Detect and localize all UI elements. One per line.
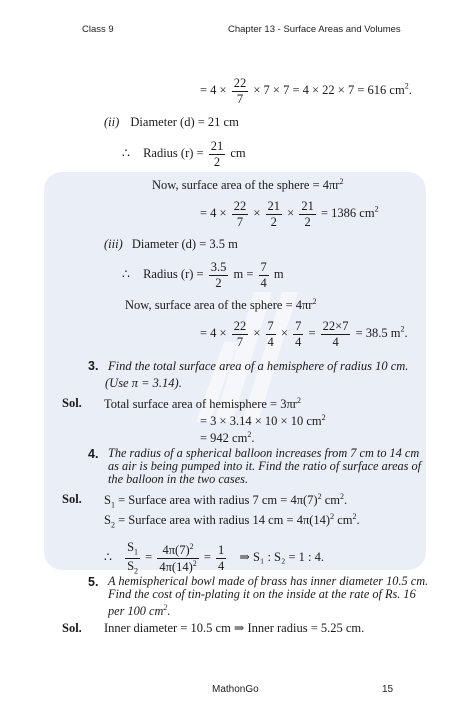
solution-label-3: Sol. — [62, 396, 82, 410]
calc-line-1: = 4 × $\frac{22}{7}$ × 7 × 7 = 4 × 22 × 7 = 616 $cm^2$. — [200, 76, 412, 106]
question-number-3: 3. — [88, 359, 99, 373]
fraction: $\frac{3.5}{2}$ — [210, 260, 227, 290]
solution-3-line-1: Total surface area of hemisphere = $3\pi r^2$ — [104, 396, 301, 412]
solution-3-line-3: = 942 $cm^2$. — [200, 430, 255, 446]
question-4-text: The radius of a spherical balloon increases from 7 cm to 14 cm as air is being pumped into it. Find the ratio of surface areas of the balloon in the two cases. — [108, 446, 422, 486]
radius-line-iii: ∴ Radius (r) = $\frac{3.5}{2}$ m = $\frac{7}{4}$ m — [122, 260, 284, 290]
text: × 7 × 7 = 4 × 22 × 7 = 616 cm — [253, 82, 405, 97]
header-class: Class 9 — [82, 24, 114, 35]
fraction: $\frac{1}{4}$ — [218, 543, 225, 573]
header-chapter: Chapter 13 - Surface Areas and Volumes — [228, 24, 401, 35]
fraction: $\frac{22}{7}$ — [233, 319, 247, 349]
solution-4-s1-line: $S_1$ = Surface area with radius 7 cm = $4\pi(7)^2$ $cm^2$. — [104, 492, 348, 510]
question-number-4: 4. — [88, 447, 99, 461]
fraction: $\frac{21}{2}$ — [301, 199, 314, 229]
text: Diameter (d) = 21 cm — [130, 115, 239, 129]
fraction: $\frac{22}{7}$ — [233, 76, 247, 106]
fraction: $\frac{4\pi(7)^2}{4\pi(14)^2}$ — [159, 541, 197, 574]
radius-line-ii — [122, 140, 246, 168]
solution-label-5: Sol. — [62, 621, 82, 635]
fraction: $\frac{S_1}{S_2}$ — [127, 540, 139, 575]
part-label: (iii) — [104, 237, 123, 251]
solution-4-s2-line: $S_2$ = Surface area with radius 14 cm = $4\pi(14)^2$ $cm^2$. — [104, 512, 360, 530]
calc-line-ii: = 4 × $\frac{22}{7}$ × $\frac{21}{2}$ × $\frac{21}{2}$ = 1386 $cm^2$ — [200, 199, 379, 229]
fraction: $\frac{7}{4}$ — [267, 319, 274, 349]
fraction: $\frac{22\times 7}{4}$ — [322, 319, 349, 349]
fraction: $\frac{7}{4}$ — [295, 319, 302, 349]
solution-4-ratio-line: ∴ $\frac{S_1}{S_2}$ = $\frac{4\pi(7)^2}{4\pi(14)^2}$ = $\frac{1}{4}$ ⇒ S₁ : S₂ = 1 : 4. — [104, 540, 325, 575]
text: = 4 × — [200, 82, 227, 97]
question-3-use: (Use π = 3.14). — [105, 376, 182, 390]
surface-area-line-iii: Now, surface area of the sphere = $4\pi r^2$ — [125, 297, 317, 313]
part-ii-line — [104, 116, 239, 129]
therefore-symbol: ∴ — [122, 266, 130, 281]
text: Diameter (d) = 3.5 m — [131, 237, 238, 251]
surface-area-line-ii: Now, surface area of the sphere = $4\pi r^2$ — [152, 177, 344, 193]
part-iii-line — [104, 238, 238, 251]
question-number-5: 5. — [88, 575, 99, 589]
text: Radius (r) = — [143, 145, 204, 160]
text: cm — [230, 145, 246, 160]
part-label: (ii) — [104, 115, 120, 129]
calc-line-iii: = 4 × $\frac{22}{7}$ × $\frac{7}{4}$ × $\frac{7}{4}$ = $\frac{22\times 7}{4}$ = 38.5 $m^2$. — [200, 319, 408, 349]
solution-5-line: Inner diameter = 10.5 cm ⇒ Inner radius = 5.25 cm. — [104, 621, 365, 635]
question-5-text: A hemispherical bowl made of brass has inner diameter 10.5 cm. Find the cost of tin-plating it on the inside at the rate of Rs. 16 per 100 $cm^2$. — [108, 574, 429, 619]
fraction: $\frac{21}{2}$ — [267, 199, 281, 229]
therefore-symbol: ∴ — [104, 549, 112, 564]
question-3-text: Find the total surface area of a hemisphere of radius 10 cm. — [108, 359, 409, 373]
therefore-symbol: ∴ — [122, 145, 130, 160]
fraction: $\frac{22}{7}$ — [233, 199, 247, 229]
solution-3-line-2: = 3 × 3.14 × 10 × 10 $cm^2$ — [200, 413, 326, 429]
fraction: $\frac{21}{2}$ — [210, 139, 224, 169]
solution-label-4: Sol. — [62, 492, 82, 506]
fraction: $\frac{7}{4}$ — [260, 260, 267, 290]
page-number: 15 — [382, 684, 394, 695]
footer-brand: MathonGo — [212, 684, 259, 695]
